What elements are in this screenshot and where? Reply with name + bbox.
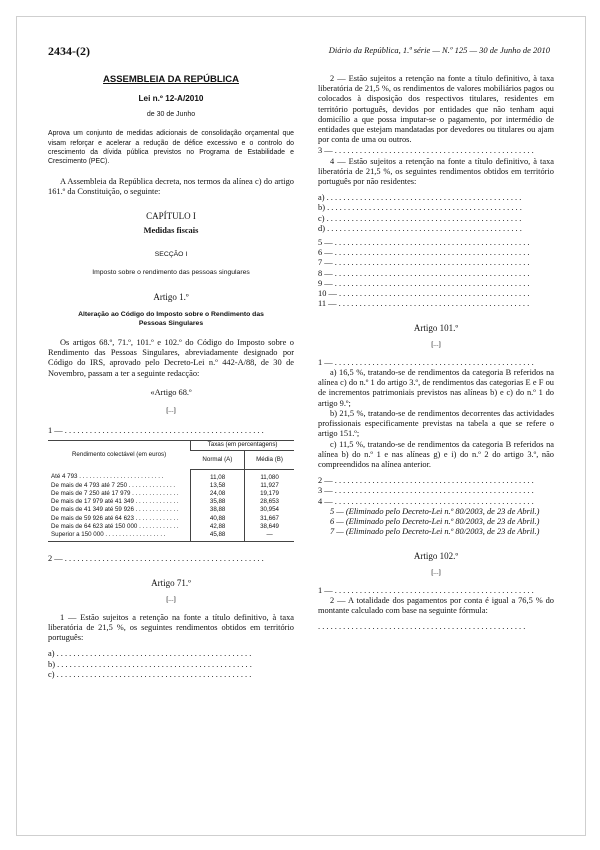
right-column bbox=[318, 74, 554, 633]
article-71-b: b) . . . . . . . . . . . . . . . . . . . . . . . . . . . . . . . . . . . . . . . . . . . . . . . bbox=[48, 659, 252, 669]
article-71-c: c) . . . . . . . . . . . . . . . . . . . . . . . . . . . . . . . . . . . . . . . . . . . . . . . bbox=[48, 669, 252, 679]
art71-4-c: c) . . . . . . . . . . . . . . . . . . . . . . . . . . . . . . . . . . . . . . . . . . . . . . . bbox=[318, 213, 522, 223]
art71-paragraph-3: 3 — . . . . . . . . . . . . . . . . . . . . . . . . . . . . . . . . . . . . . . . . . . . . . . . . bbox=[318, 146, 534, 156]
article-68-bracket: [...] bbox=[166, 407, 176, 415]
article-1-body: Os artigos 68.º, 71.º, 101.º e 102.º do Código do Imposto sobre o Rendimento das Pessoas Singulares, abreviadamente designado por Código do IRS, aprovado pelo Decreto-Lei n.º 442-A/88, de 30 de Novembro, passam a ter a seguinte redacção: bbox=[48, 338, 294, 378]
art71-item-6: 6 — . . . . . . . . . . . . . . . . . . . . . . . . . . . . . . . . . . . . . . . . . . . . . . . bbox=[318, 248, 530, 258]
table-row: De mais de 4 793 até 7 250 . . . . . . . . . . . . . . 13,58 11,927 bbox=[48, 482, 294, 490]
art101-item-6: 6 — (Eliminado pelo Decreto-Lei n.º 80/2003, de 23 de Abril.) bbox=[330, 516, 540, 526]
art71-paragraph-2: 2 — Estão sujeitos a retenção na fonte a título definitivo, à taxa liberatória de 21,5 %, os rendimentos de valores mobiliários pagos ou colocados à disposição dos respectivos titulares, residentes em território português, devidos por entidades que não tenham aqui domicílio a que possa imputar-se o pagamento, por intermédio de entidades que estejam mandatadas por devedores ou titulares ou ajam por conta de uma ou outros. bbox=[318, 74, 554, 145]
article-102-bracket: [...] bbox=[431, 568, 441, 576]
assembly-heading: ASSEMBLEIA DA REPÚBLICA bbox=[103, 74, 239, 85]
chapter-heading: CAPÍTULO I bbox=[146, 211, 196, 221]
law-summary: Aprova um conjunto de medidas adicionais de consolidação orçamental que visam reforçar e acelerar a redução de défice excessivo e o controlo do crescimento da dívida pública previstos no Programa de Estabilidade e Crescimento (PEC). bbox=[48, 130, 294, 166]
article-71-a: a) . . . . . . . . . . . . . . . . . . . . . . . . . . . . . . . . . . . . . . . . . . . . . . . bbox=[48, 649, 252, 659]
art102-item-1: 1 — . . . . . . . . . . . . . . . . . . . . . . . . . . . . . . . . . . . . . . . . . . . . . . . . bbox=[318, 585, 534, 595]
col-normal: Normal (A) bbox=[191, 450, 245, 469]
art102-formula-dots: . . . . . . . . . . . . . . . . . . . . . . . . . . . . . . . . . . . . . . . . . . . . . . . . . . bbox=[318, 622, 526, 632]
col-rendimento: Rendimento colectável (em euros) bbox=[48, 441, 191, 469]
art101-a: a) 16,5 %, tratando-se de rendimentos da categoria B referidos na alínea c) do n.º 1 do artigo 3.º, de rendimentos das categorias E e F ou de incrementos patrimoniais previstos nas alíneas b) e c) do n.º 1 do artigo 9.º; bbox=[318, 368, 554, 408]
art101-item-5: 5 — (Eliminado pelo Decreto-Lei n.º 80/2003, de 23 de Abril.) bbox=[330, 506, 540, 516]
art71-4-a: a) . . . . . . . . . . . . . . . . . . . . . . . . . . . . . . . . . . . . . . . . . . . . . . . bbox=[318, 193, 522, 203]
art101-c: c) 11,5 %, tratando-se de rendimentos da categoria B referidos na alínea b) do n.º 1 e nas alíneas g) e i) do n.º 2 do artigo 3.º, não compreendidos na alínea anterior. bbox=[318, 439, 554, 469]
law-date: de 30 de Junho bbox=[146, 111, 196, 119]
journal-line: Diário da República, 1.ª série — N.º 125 — 30 de Junho de 2010 bbox=[328, 45, 550, 55]
decree-paragraph: A Assembleia da República decreta, nos termos da alínea c) do artigo 161.º da Constituição, o seguinte: bbox=[48, 176, 294, 196]
article-71-bracket: [...] bbox=[166, 595, 176, 603]
art71-4-d: d) . . . . . . . . . . . . . . . . . . . . . . . . . . . . . . . . . . . . . . . . . . . . . . . bbox=[318, 223, 522, 233]
art71-item-11: 11 — . . . . . . . . . . . . . . . . . . . . . . . . . . . . . . . . . . . . . . . . . . . . . . bbox=[318, 299, 530, 309]
article-68-item-2: 2 — . . . . . . . . . . . . . . . . . . . . . . . . . . . . . . . . . . . . . . . . . . . . . . . . bbox=[48, 554, 264, 564]
article-68-heading: «Artigo 68.º bbox=[150, 387, 192, 397]
article-1-heading: Artigo 1.º bbox=[153, 291, 189, 302]
page-header bbox=[48, 44, 550, 60]
chapter-title: Medidas fiscais bbox=[143, 226, 199, 236]
irs-rate-table bbox=[48, 440, 294, 542]
art101-b: b) 21,5 %, tratando-se de rendimentos decorrentes das actividades profissionais especificamente previstas na tabela a que se refere o artigo 151.º; bbox=[318, 408, 554, 439]
section-title: Imposto sobre o rendimento das pessoas singulares bbox=[92, 268, 250, 276]
left-column bbox=[48, 74, 294, 680]
art71-4-b: b) . . . . . . . . . . . . . . . . . . . . . . . . . . . . . . . . . . . . . . . . . . . . . . . bbox=[318, 203, 522, 213]
art101-item-7: 7 — (Eliminado pelo Decreto-Lei n.º 80/2003, de 23 de Abril.) bbox=[330, 527, 540, 537]
col-taxas: Taxas (em percentagens) bbox=[191, 441, 294, 450]
art101-item-2: 2 — . . . . . . . . . . . . . . . . . . . . . . . . . . . . . . . . . . . . . . . . . . . . . . . . bbox=[318, 476, 534, 486]
article-71-heading: Artigo 71.º bbox=[151, 578, 191, 589]
art101-item-3: 3 — . . . . . . . . . . . . . . . . . . . . . . . . . . . . . . . . . . . . . . . . . . . . . . . . bbox=[318, 486, 534, 496]
art102-item-2: 2 — A totalidade dos pagamentos por conta é igual a 76,5 % do montante calculado com base na seguinte fórmula: bbox=[318, 595, 554, 616]
art71-item-5: 5 — . . . . . . . . . . . . . . . . . . . . . . . . . . . . . . . . . . . . . . . . . . . . . . . bbox=[318, 238, 530, 248]
table-row: Superior a 150 000 . . . . . . . . . . . . . . . . . . 45,88 — bbox=[48, 531, 294, 542]
article-101-heading: Artigo 101.º bbox=[413, 323, 459, 334]
law-title: Lei n.º 12-A/2010 bbox=[138, 94, 204, 103]
art101-item-4: 4 — . . . . . . . . . . . . . . . . . . . . . . . . . . . . . . . . . . . . . . . . . . . . . . . . bbox=[318, 496, 534, 506]
art71-item-7: 7 — . . . . . . . . . . . . . . . . . . . . . . . . . . . . . . . . . . . . . . . . . . . . . . . bbox=[318, 258, 530, 268]
col-media: Média (B) bbox=[245, 450, 294, 469]
art71-paragraph-4: 4 — Estão sujeitos a retenção na fonte a título definitivo, à taxa liberatória de 21,5 %, os seguintes rendimentos obtidos em território português por não residentes: bbox=[318, 156, 554, 187]
article-102-heading: Artigo 102.º bbox=[413, 551, 459, 562]
table-row: De mais de 17 979 até 41 349 . . . . . . . . . . . . . 35,88 28,653 bbox=[48, 498, 294, 506]
article-1-title: Alteração ao Código do Imposto sobre o Rendimento das Pessoas Singulares bbox=[78, 311, 264, 328]
art71-item-9: 9 — . . . . . . . . . . . . . . . . . . . . . . . . . . . . . . . . . . . . . . . . . . . . . . . bbox=[318, 278, 530, 288]
art71-item-8: 8 — . . . . . . . . . . . . . . . . . . . . . . . . . . . . . . . . . . . . . . . . . . . . . . . bbox=[318, 268, 530, 278]
table-row: Até 4 793 . . . . . . . . . . . . . . . . . . . . . . . . . 11,08 11,080 bbox=[48, 469, 294, 482]
section-heading: SECÇÃO I bbox=[154, 251, 188, 259]
article-101-bracket: [...] bbox=[431, 340, 441, 348]
table-row: De mais de 64 623 até 150 000 . . . . . . . . . . . . 42,88 38,649 bbox=[48, 523, 294, 531]
art71-item-10: 10 — . . . . . . . . . . . . . . . . . . . . . . . . . . . . . . . . . . . . . . . . . . . . . . bbox=[318, 289, 530, 299]
table-row: De mais de 59 926 até 64 623 . . . . . . . . . . . . . 40,88 31,667 bbox=[48, 515, 294, 523]
page-number: 2434-(2) bbox=[48, 44, 90, 58]
art101-item-1: 1 — . . . . . . . . . . . . . . . . . . . . . . . . . . . . . . . . . . . . . . . . . . . . . . . . bbox=[318, 357, 534, 367]
table-row: De mais de 7 250 até 17 979 . . . . . . . . . . . . . . 24,08 19,179 bbox=[48, 490, 294, 498]
article-71-body: 1 — Estão sujeitos a retenção na fonte a título definitivo, à taxa liberatória de 21,5 %, os seguintes rendimentos obtidos em território português: bbox=[48, 612, 294, 643]
table-row: De mais de 41 349 até 59 926 . . . . . . . . . . . . . 38,88 30,954 bbox=[48, 506, 294, 514]
article-68-item-1: 1 — . . . . . . . . . . . . . . . . . . . . . . . . . . . . . . . . . . . . . . . . . . . . . . . . bbox=[48, 426, 264, 436]
